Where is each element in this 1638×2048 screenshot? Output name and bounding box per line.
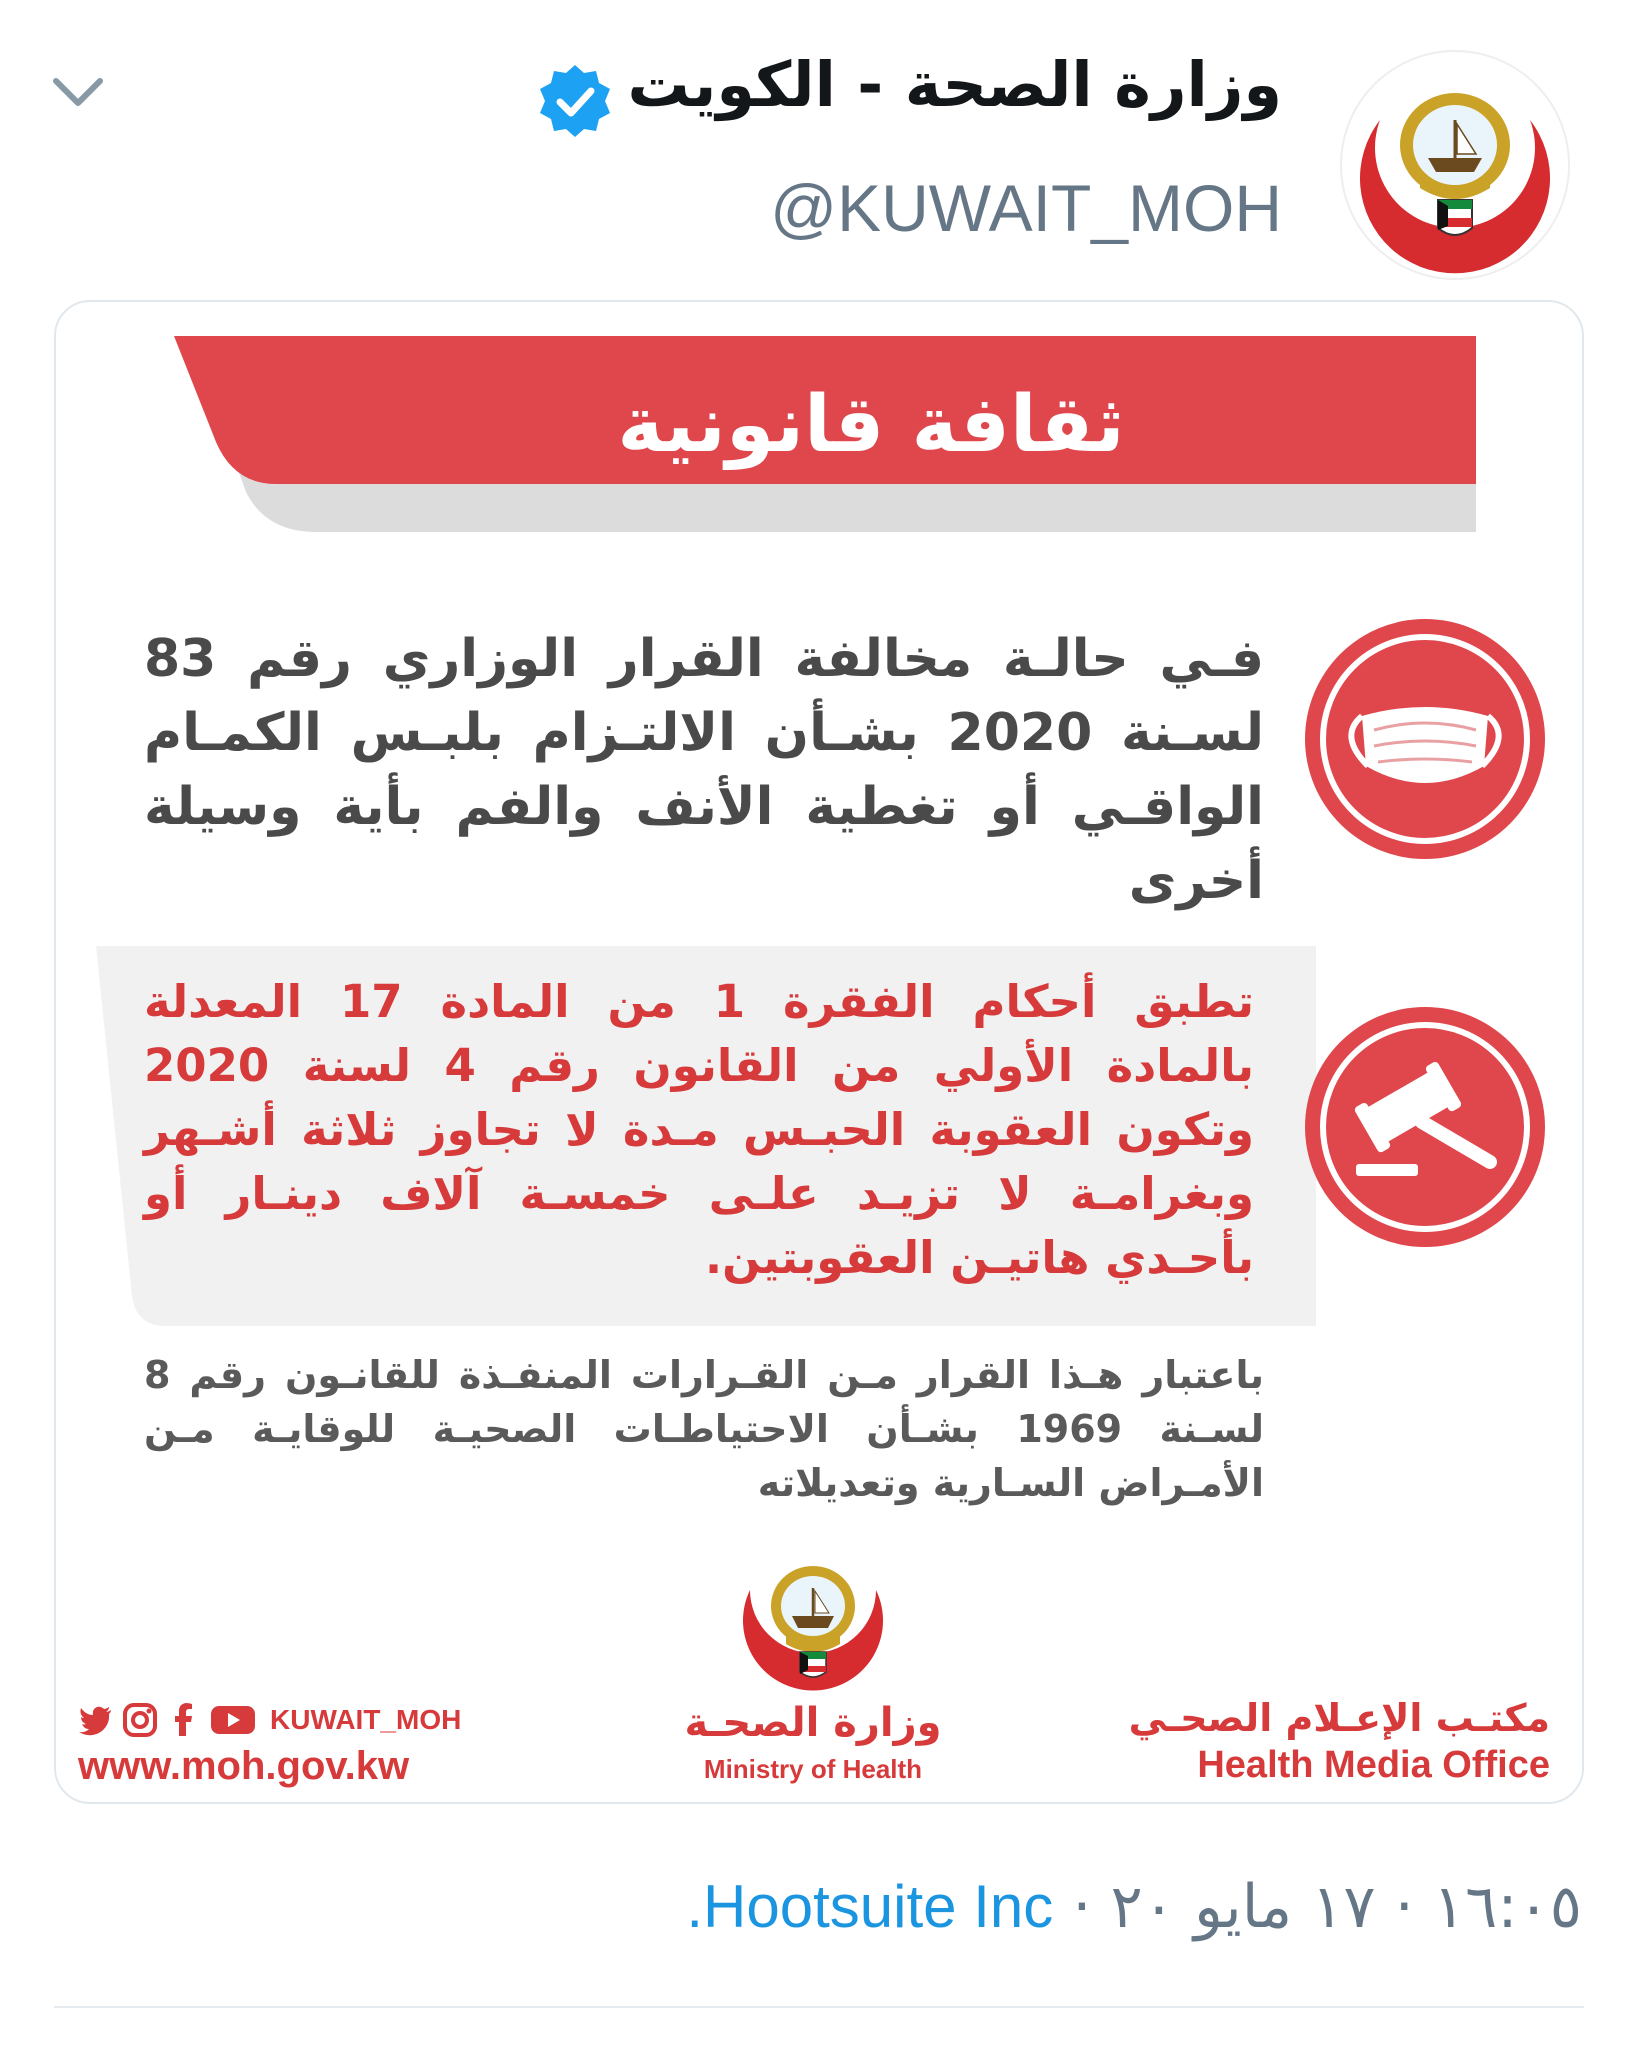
gavel-icon — [1302, 1004, 1548, 1250]
face-mask-icon — [1302, 616, 1548, 862]
ministry-name-ar: وزارة الصحـة — [684, 1700, 942, 1746]
divider — [54, 2006, 1584, 2008]
meta-separator: · — [1072, 1872, 1092, 1942]
chevron-down-icon[interactable] — [48, 70, 108, 114]
display-name[interactable]: وزارة الصحة - الكويت — [627, 48, 1282, 121]
meta-separator: · — [1394, 1872, 1414, 1942]
social-links — [78, 1702, 461, 1738]
card-title: ثقافة قانونية — [617, 380, 1125, 470]
verified-badge-icon — [536, 62, 614, 140]
legal-basis-paragraph: باعتبار هـذا القرار مـن القـرارات المنفـذة للقانـون رقم 8 لسـنة 1969 بشـأن الاحتياطـات الصحيـة للوقايـة مـن الأمـراض السـارية وتعديلاته — [144, 1353, 1264, 1505]
ministry-name-en: Ministry of Health — [703, 1754, 923, 1784]
office-name-en: Health Media Office — [1197, 1744, 1550, 1786]
media-card[interactable] — [54, 300, 1584, 1804]
user-handle[interactable]: @KUWAIT_MOH — [770, 171, 1282, 245]
avatar[interactable] — [1340, 50, 1570, 280]
tweet-time[interactable]: ١٦:٠٥ — [1432, 1872, 1582, 1942]
social-handle: KUWAIT_MOH — [270, 1704, 462, 1735]
penalty-paragraph: تطبق أحكام الفقرة 1 من المادة 17 المعدلة بالمادة الأولي من القانون رقم 4 لسنة 2020 وتكون العقوبة الحبـس مـدة لا تجاوز ثلاثة أشـهر وبغرامـة لا تزيـد علـى خمسـة آلاف دينـار أو بأحـدي هاتيـن العقوبتين. — [144, 975, 1254, 1284]
tweet-source[interactable]: Hootsuite Inc. — [686, 1873, 1054, 1940]
youtube-icon — [210, 1702, 256, 1738]
instagram-icon — [122, 1702, 158, 1738]
website-url: www.moh.gov.kw — [78, 1744, 410, 1788]
tweet-date[interactable]: ١٧ مايو ٢٠ — [1110, 1872, 1376, 1942]
office-name-ar: مكتـب الإعـلام الصحـي — [1128, 1696, 1550, 1740]
violation-paragraph: فـي حالـة مخالفة القرار الوزاري رقم 83 لسـنة 2020 بشـأن الالتـزام بلبـس الكمـام الواقـي أو تغطية الأنف والفم بأية وسيلة أخرى — [144, 629, 1264, 911]
facebook-icon — [166, 1702, 202, 1738]
ministry-emblem — [728, 1540, 898, 1710]
twitter-icon — [78, 1702, 114, 1738]
tweet-meta — [686, 1872, 1582, 1942]
